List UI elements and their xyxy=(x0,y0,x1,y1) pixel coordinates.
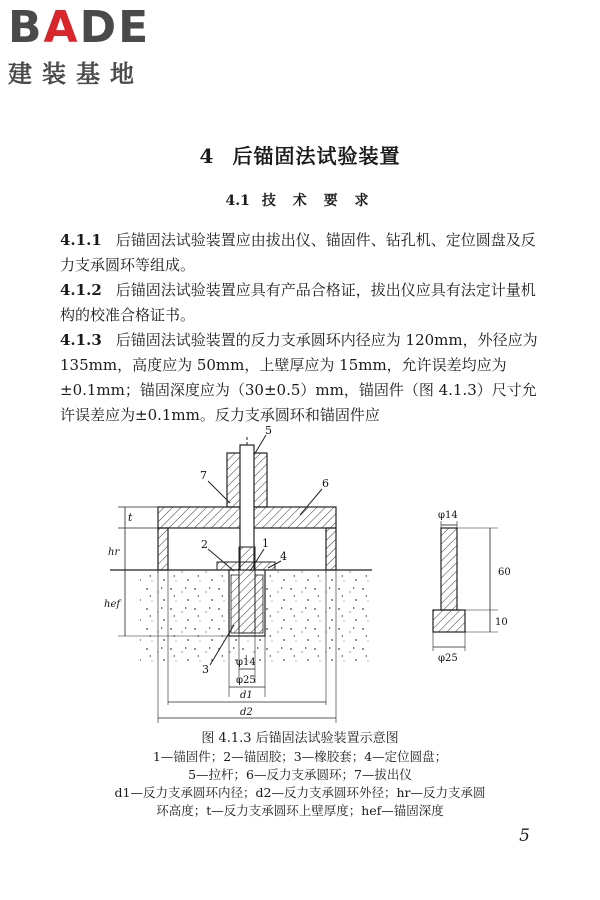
rubber-sleeve-right xyxy=(255,575,263,633)
label-4: 4 xyxy=(280,550,287,563)
label-phi14: φ14 xyxy=(236,657,256,668)
clause-4-1-2 xyxy=(60,278,540,328)
caption-line: d1—反力支承圆环内径；d2—反力支承圆环外径；hr—反力支承圆 xyxy=(114,785,486,800)
clause-text: 后锚固法试验装置应具有产品合格证，拔出仪应具有法定计量机构的校准合格证书。 xyxy=(60,281,536,324)
chapter-heading xyxy=(0,140,600,169)
rubber-sleeve-left xyxy=(231,575,239,633)
figure-4-1-3 xyxy=(0,425,600,725)
test-device-diagram xyxy=(0,425,600,725)
reaction-ring-right-wall xyxy=(326,528,336,570)
caption-title: 图 4.1.3 后锚固法试验装置示意图 xyxy=(201,731,399,746)
clause-id: 4.1.3 xyxy=(60,331,102,349)
label-detail-phi25: φ25 xyxy=(438,653,458,664)
label-phi25: φ25 xyxy=(236,675,256,686)
section-heading xyxy=(0,190,600,210)
chapter-number: 4 xyxy=(199,144,215,168)
label-d1: d1 xyxy=(240,690,253,701)
anchor-detail-head xyxy=(433,610,465,632)
label-6: 6 xyxy=(322,477,329,490)
label-t: t xyxy=(128,511,133,524)
label-detail-phi14: φ14 xyxy=(438,510,458,521)
label-1: 1 xyxy=(262,537,269,550)
figure-caption xyxy=(0,730,600,820)
anchor-piece xyxy=(239,547,255,633)
chapter-title: 后锚固法试验装置 xyxy=(232,144,401,168)
section-number: 4.1 xyxy=(225,193,250,209)
label-detail-60: 60 xyxy=(498,567,511,578)
reaction-ring-left-wall xyxy=(158,528,168,570)
clause-text: 后锚固法试验装置的反力支承圆环内径应为 120mm，外径应为 135mm，高度应为 50mm，上壁厚应为 15mm，允许误差均应为±0.1mm；锚固深度应为（30±0.5）mm，锚固件（图 4.1.3）尺寸允许误差应为±0.1mm。反力支承圆环和锚固件应 xyxy=(60,331,538,424)
label-2: 2 xyxy=(201,538,208,551)
anchor-detail-shank xyxy=(441,528,457,610)
label-hef: hef xyxy=(104,599,121,610)
label-3: 3 xyxy=(202,663,209,676)
clause-id: 4.1.1 xyxy=(60,231,102,249)
clause-4-1-3 xyxy=(60,328,540,428)
caption-line: 1—锚固件；2—锚固胶；3—橡胶套；4—定位圆盘； xyxy=(152,749,448,764)
brand-logo xyxy=(8,2,178,89)
label-detail-10: 10 xyxy=(495,617,508,628)
logo-tagline: 建装基地 xyxy=(8,60,144,88)
clause-4-1-1 xyxy=(60,228,540,278)
caption-line: 5—拉杆；6—反力支承圆环；7—拔出仪 xyxy=(188,767,412,782)
label-5: 5 xyxy=(265,425,272,437)
section-title: 技 术 要 求 xyxy=(261,193,375,209)
page-number: 5 xyxy=(519,826,530,846)
logo-brand: BADE xyxy=(8,2,151,53)
leader-5 xyxy=(254,435,266,455)
clause-text: 后锚固法试验装置应由拔出仪、锚固件、钻孔机、定位圆盘及反力支承圆环等组成。 xyxy=(60,231,536,274)
label-d2: d2 xyxy=(240,707,253,718)
label-hr: hr xyxy=(108,547,120,558)
clause-id: 4.1.2 xyxy=(60,281,102,299)
label-7: 7 xyxy=(200,469,207,482)
caption-line: 环高度；t—反力支承圆环上壁厚度；hef—锚固深度 xyxy=(156,803,444,818)
